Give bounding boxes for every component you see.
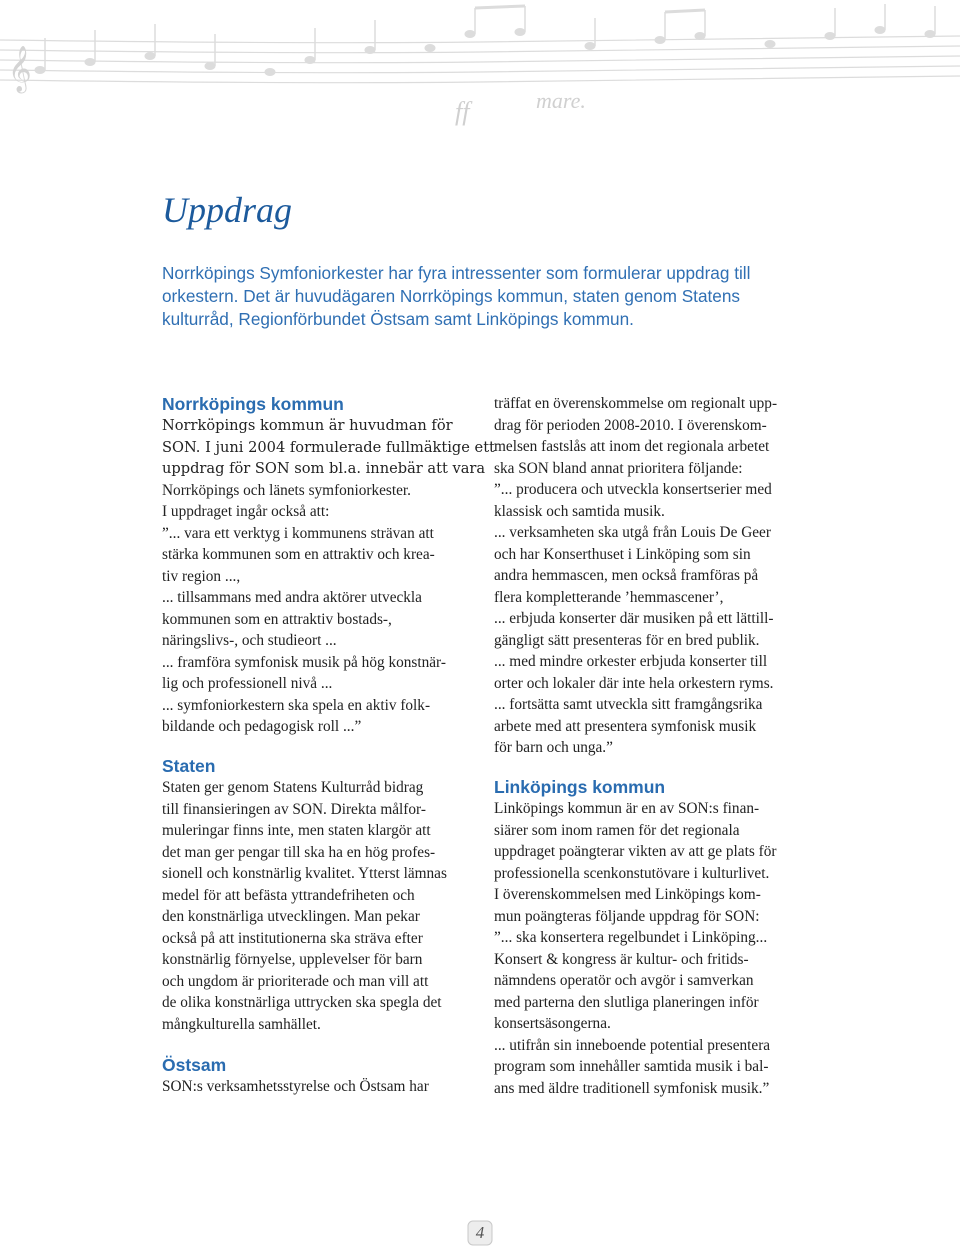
text-line: Norrköpings och länets symfoniorkester. (162, 481, 411, 499)
text-line: konstnärlig förnyelse, upplevelser för barn (162, 951, 423, 968)
text-line: ... erbjuda konserter där musiken på ett lättill- (494, 610, 774, 627)
heading-ostsam: Östsam (162, 1055, 227, 1075)
text-line: lig och professionell nivå ... (162, 675, 333, 692)
left-column (162, 0, 495, 1251)
text-line: för barn och unga.” (494, 739, 613, 756)
text-line: uppdrag för SON som bl.a. innebär att vara (162, 460, 486, 477)
page-number-text: 4 (475, 1223, 485, 1242)
text-line: ... fortsätta samt utveckla sitt framgångsrika (494, 696, 763, 713)
text-line: ”... producera och utveckla konsertserier med (494, 481, 772, 498)
text-line: och ungdom är prioriterade och man vill att (162, 972, 429, 990)
text-line: kommunen som en attraktiv bostads-, (162, 610, 392, 628)
page-number (467, 1220, 493, 1246)
text-line: det man ger pengar till ska ha en hög profes- (162, 843, 436, 861)
text-line: Konsert & kongress är kultur- och fritids- (494, 950, 749, 968)
text-line: medel för att befästa yttrandefriheten och (162, 886, 415, 904)
banner-annotation: mare. (536, 88, 586, 113)
text-line: stärka kommunen som en attraktiv och krea- (162, 546, 435, 563)
text-line: och har Konserthuset i Linköping som sin (494, 545, 751, 563)
text-line: Linköpings kommun är en av SON:s finan- (494, 800, 760, 817)
text-line: de olika konstnärliga uttrycken ska spegla det (162, 994, 442, 1011)
page-title: Uppdrag (162, 190, 293, 230)
text-line: mun poängteras följande uppdrag för SON: (494, 907, 760, 925)
text-line: ans med äldre traditionell symfonisk musik.” (494, 1079, 770, 1097)
text-line: siärer som inom ramen för det regionala (494, 821, 740, 839)
text-line: flera kompletterande ’hemmascener’, (494, 588, 724, 606)
text-line: nämndens operatör och avgör i samverkan (494, 972, 754, 989)
text-line: andra hemmascen, men också framföras på (494, 567, 759, 584)
text-line: melsen fastslås att inom det regionala arbetet (494, 438, 770, 455)
text-line: drag för perioden 2008-2010. I överenskom- (494, 416, 767, 434)
text-line: den konstnärliga utvecklingen. Man pekar (162, 908, 420, 925)
text-line: ... utifrån sin inneboende potential presentera (494, 1036, 771, 1054)
heading-staten: Staten (162, 756, 216, 776)
text-line: ”... vara ett verktyg i kommunens strävan att (162, 524, 434, 542)
text-line: uppdraget poängterar vikten av att ge plats för (494, 843, 777, 860)
text-line: professionella scenkonstutövare i kulturlivet. (494, 864, 770, 882)
text-line: konsertsäsongerna. (494, 1015, 611, 1032)
heading-linkopings-kommun: Linköpings kommun (494, 777, 666, 797)
text-line: I överenskommelsen med Linköpings kom- (494, 886, 761, 903)
intro-line: kulturråd, Regionförbundet Östsam samt Linköpings kommun. (162, 309, 634, 329)
text-line: ska SON bland annat prioritera följande: (494, 459, 743, 477)
text-line: näringslivs-, och studieort ... (162, 632, 337, 649)
text-line: träffat en överenskommelse om regionalt upp- (494, 395, 778, 412)
text-line: SON:s verksamhetsstyrelse och Östsam har (162, 1078, 429, 1095)
text-line: gängligt sätt presenteras för en bred publik. (494, 631, 760, 649)
right-column (494, 0, 804, 1251)
text-line: bildande och pedagogisk roll ...” (162, 718, 362, 735)
text-line: tiv region ..., (162, 567, 241, 585)
text-line: med parterna den slutliga planeringen inför (494, 993, 759, 1011)
text-line: mångkulturella samhället. (162, 1015, 321, 1033)
intro-line: orkestern. Det är huvudägaren Norrköpings kommun, staten genom Statens (162, 286, 740, 306)
text-line: klassisk och samtida musik. (494, 502, 665, 520)
text-line: också på att institutionerna ska sträva efter (162, 929, 423, 947)
heading-norrkopings-kommun: Norrköpings kommun (162, 394, 344, 414)
svg-text:𝄞: 𝄞 (8, 46, 32, 92)
intro-line: Norrköpings Symfoniorkester har fyra intressenter som formulerar uppdrag till (162, 263, 751, 283)
text-line: ... tillsammans med andra aktörer utveckla (162, 589, 422, 606)
text-line: till finansieringen av SON. Direkta målfor- (162, 800, 426, 818)
text-line: muleringar finns inte, men staten klargör att (162, 822, 431, 839)
text-line: orter och lokaler där inte hela orkestern ryms. (494, 674, 774, 692)
text-line: ”... ska konsertera regelbundet i Linköping... (494, 929, 768, 946)
text-line: SON. I juni 2004 formulerade fullmäktige ett (162, 438, 495, 456)
text-line: sionell och konstnärlig kvalitet. Ytterst lämnas (162, 865, 447, 882)
text-line: ... verksamheten ska utgå från Louis De Geer (494, 524, 771, 541)
text-line: Staten ger genom Statens Kulturråd bidrag (162, 779, 424, 796)
svg-text:ff: ff (455, 97, 470, 126)
text-line: ... med mindre orkester erbjuda konserter till (494, 653, 768, 670)
text-line: Norrköpings kommun är huvudman för (162, 417, 453, 434)
sheet-music-banner (0, 0, 960, 140)
text-line: arbete med att presentera symfonisk musik (494, 717, 757, 735)
text-line: I uppdraget ingår också att: (162, 503, 330, 520)
text-line: ... framföra symfonisk musik på hög konstnär- (162, 653, 446, 671)
text-line: program som innehåller samtida musik i bal- (494, 1058, 769, 1075)
text-line: ... symfoniorkestern ska spela en aktiv folk- (162, 696, 431, 714)
